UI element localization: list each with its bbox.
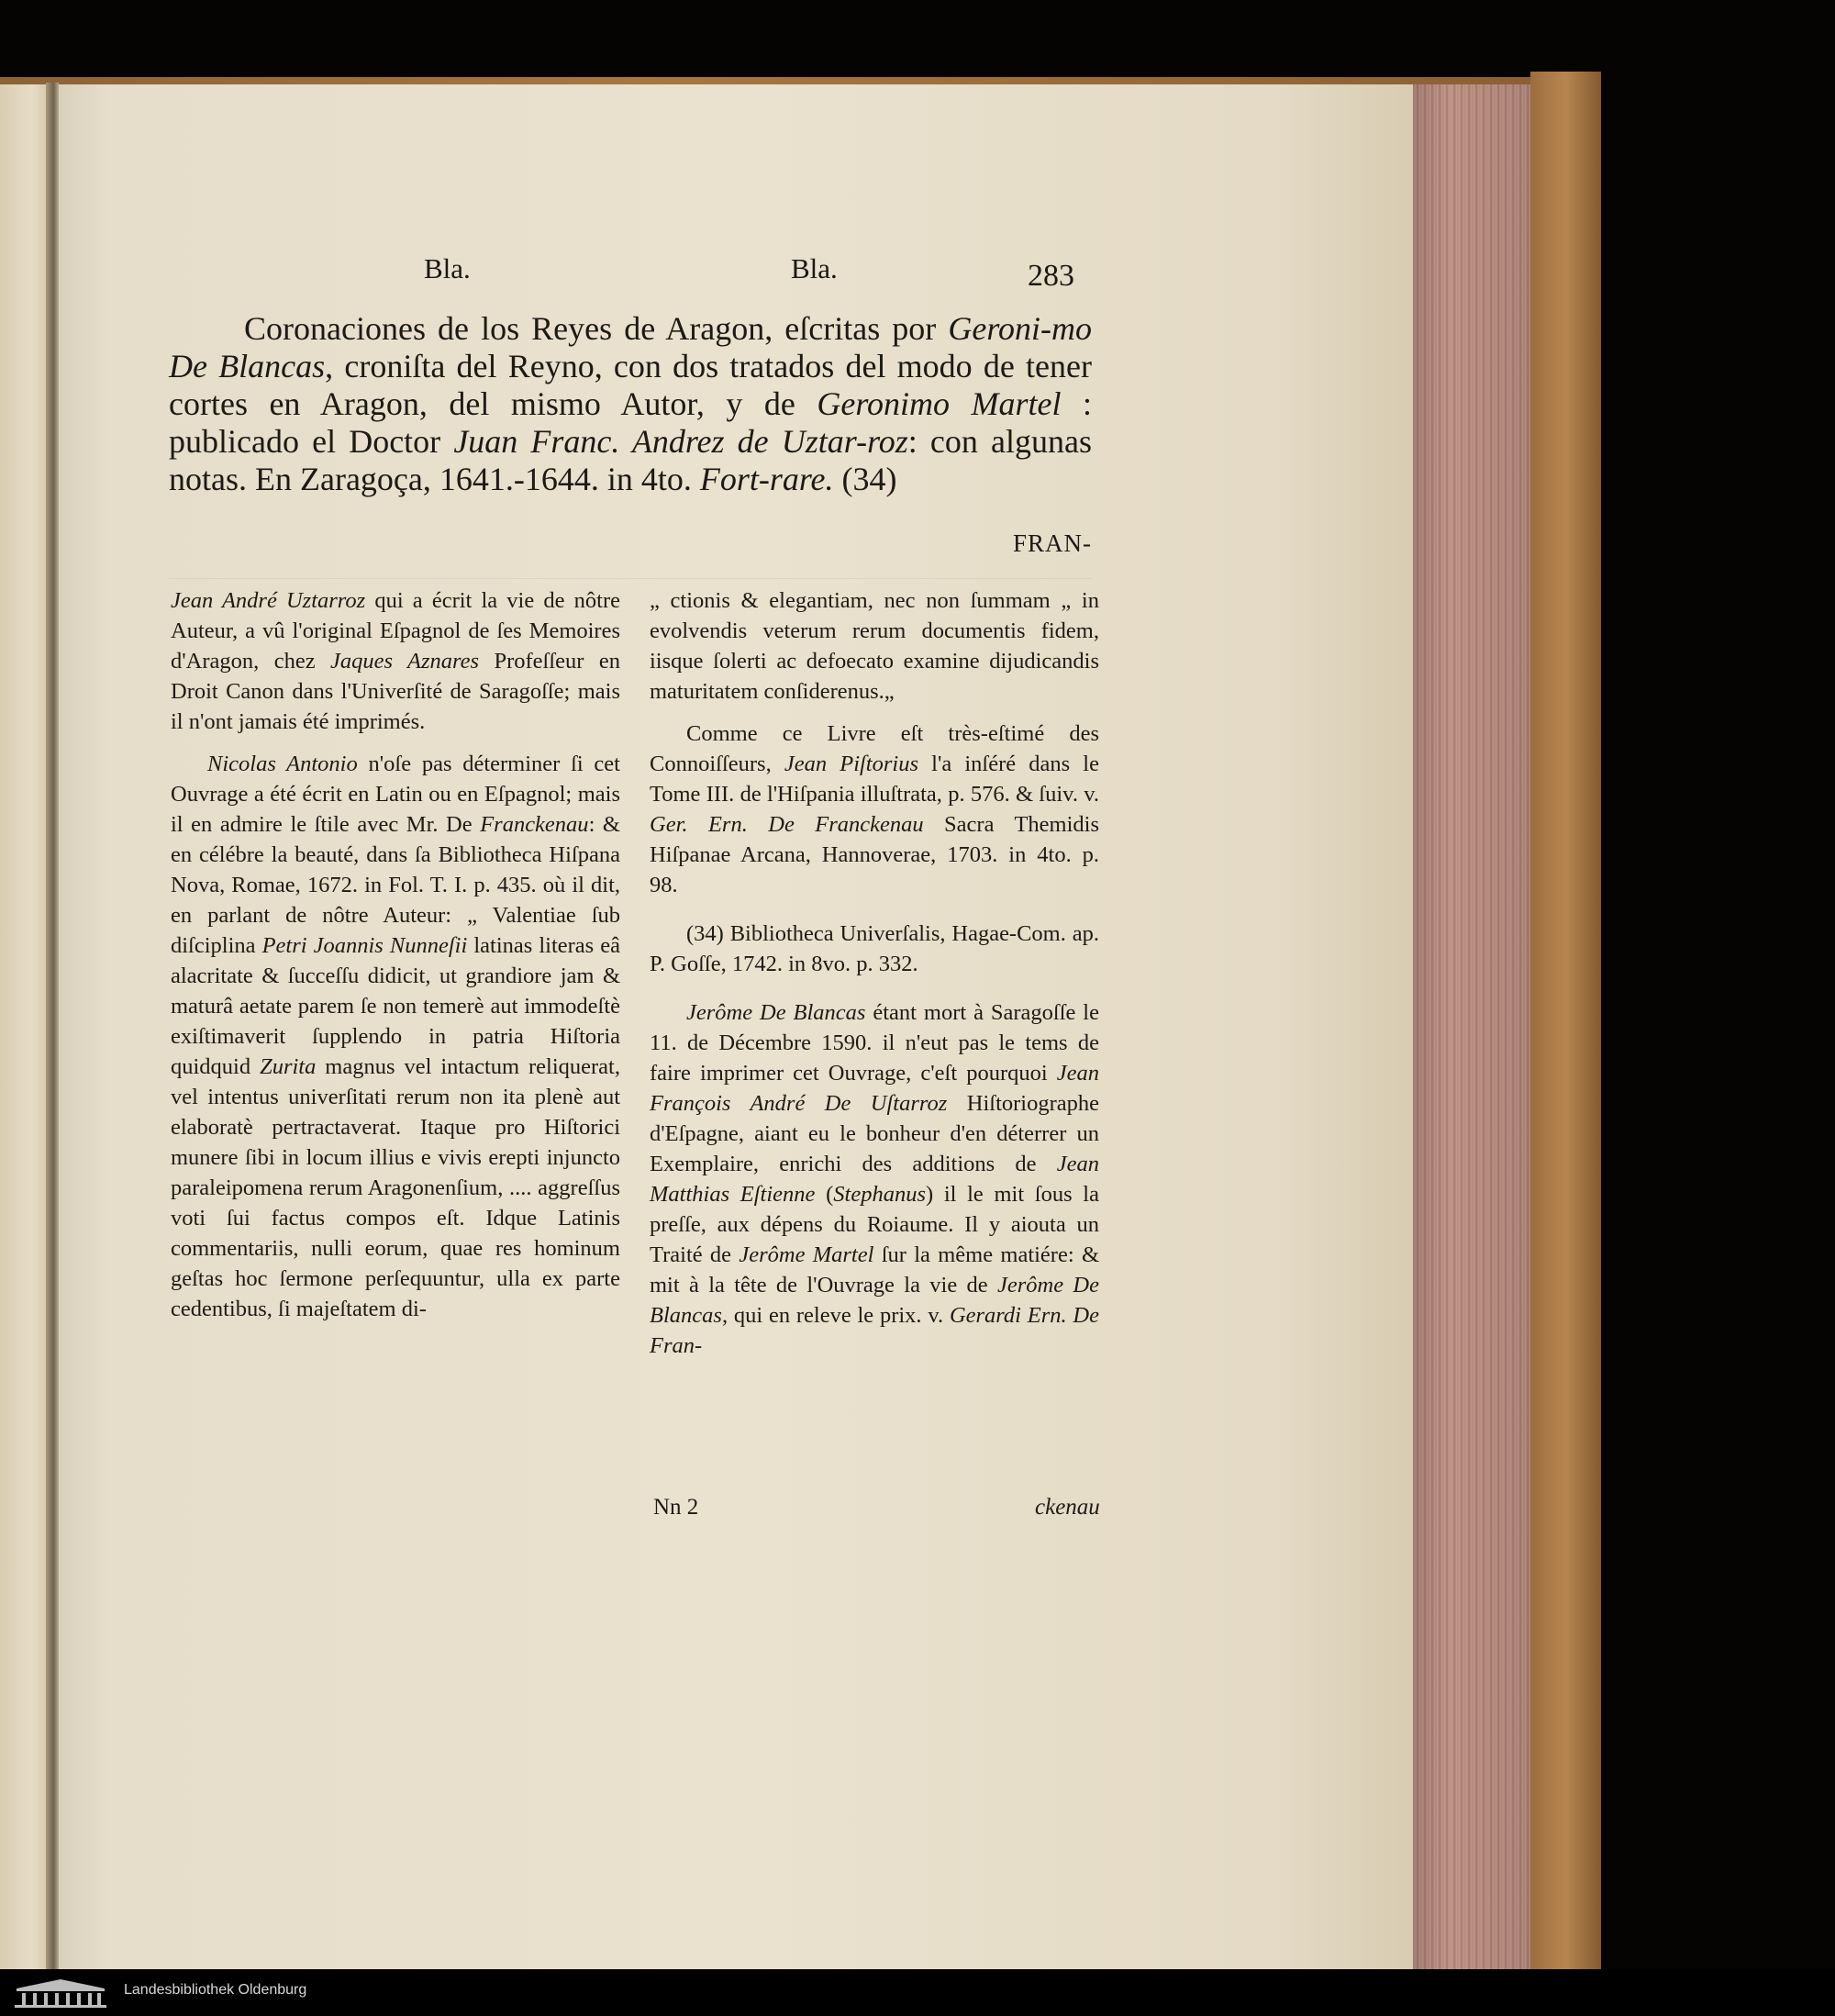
italic-text: Jean François André De Uſtarroz	[650, 1061, 1099, 1116]
footer-bar	[0, 1969, 1835, 2016]
paragraph	[650, 919, 1099, 979]
catchword-bottom: ckenau	[1035, 1495, 1100, 1520]
paragraph	[650, 585, 1099, 707]
text-run: ſur la même matiére: & mit à la tête de l'Ouvrage la vie de	[650, 1242, 1099, 1298]
italic-text: Ger. Ern. De Franckenau	[650, 812, 924, 837]
italic-text: Jaques Aznares	[330, 649, 480, 674]
text-run: étant mort à Saragoſſe le 11. de Décembre 1590. il n'eut pas le tems de faire imprimer cet Ouvrage, c'eſt pourquoi	[650, 1000, 1099, 1086]
text-run: latinas literas eâ alacritate & ſucceſſu didicit, ut grandiore jam & maturâ aetate parem ſe non temerè aut immodeſtè exiſtimaverit ſupplendo in patria Hiſtoria quidquid	[171, 933, 620, 1079]
text-run: l'a inſéré dans le Tome III. de l'Hiſpania illuſtrata, p. 576. & ſuiv. v.	[650, 752, 1099, 807]
italic-text: Franckenau	[480, 812, 589, 837]
text-run: (34) Bibliotheca Univerſalis, Hagae-Com. ap. P. Goſſe, 1742. in 8vo. p. 332.	[650, 921, 1099, 976]
text-run: , qui en releve le prix. v.	[721, 1303, 950, 1328]
text-run: Profeſſeur en Droit Canon dans l'Univerſité de Saragoſſe; mais il n'ont jamais été imprimés.	[171, 649, 621, 734]
paragraph	[650, 718, 1099, 900]
text-run: Hiſtoriographe d'Eſpagne, aiant eu le bonheur d'en déterrer un Exemplaire, enrichi des additions de	[650, 1091, 1099, 1176]
paragraph	[171, 749, 620, 1324]
italic-text: Petri Joannis Nunneſii	[261, 933, 468, 958]
italic-text: Jean Piſtorius	[784, 752, 918, 776]
signature-mark: Nn 2	[653, 1495, 699, 1520]
italic-text: Zurita	[260, 1054, 317, 1079]
italic-text: Nicolas Antonio	[207, 752, 358, 776]
paragraph	[650, 997, 1099, 1361]
italic-text: Stephanus	[833, 1182, 926, 1207]
text-run: Comme ce Livre eſt très-eſtimé des Connoiſſeurs,	[650, 721, 1099, 776]
italic-text: Gerardi Ern. De Fran-	[650, 1303, 1099, 1358]
text-run: qui a écrit la vie de nôtre Auteur, a vû l'original Eſpagnol de ſes Memoires d'Aragon, chez	[171, 588, 620, 674]
library-building-icon	[13, 1977, 108, 2009]
text-run: , croniſta del Reyno, con dos tratados del modo de tener cortes en Aragon, del mismo Autor, y de	[169, 348, 1092, 422]
italic-text: Jerôme De Blancas	[650, 1273, 1099, 1328]
text-run: (34)	[833, 461, 897, 497]
text-run: : & en célébre la beauté, dans ſa Bibliotheca Hiſpana Nova, Romae, 1672. in Fol. T. I. p. 435. où il dit, en parlant de nôtre Auteur: „ Valentiae ſub diſciplina	[171, 812, 620, 958]
book-board	[1530, 72, 1601, 1969]
text-run: : con algunas notas. En Zaragoça, 1641.-1644. in 4to.	[169, 423, 1092, 497]
running-head-center: Bla.	[791, 252, 838, 284]
italic-text: Geroni-mo De Blancas	[169, 310, 1092, 384]
page-gutter	[46, 83, 59, 1969]
text-run: : publicado el Doctor	[169, 385, 1092, 460]
bibliographic-entry	[169, 310, 1092, 498]
italic-text: Jean André Uztarroz	[171, 588, 366, 613]
library-name: Landesbibliothek Oldenburg	[124, 1982, 307, 1998]
page-edges-shade	[1413, 84, 1530, 1969]
page-number: 283	[1028, 259, 1074, 293]
running-head-left: Bla.	[424, 252, 471, 284]
italic-text: Juan Franc. Andrez de Uztar-roz	[453, 423, 908, 460]
text-run: (	[815, 1182, 834, 1207]
divider	[169, 578, 1092, 579]
text-run: ) il le mit ſous la preſſe, aux dépens du Roiaume. Il y aiouta un Traité de	[650, 1182, 1099, 1267]
text-run: „ ctionis & elegantiam, nec non ſummam „ in evolvendis veterum rerum documentis fidem, iisque ſolerti ac defoecato examine dijudicandis maturitatem conſiderenus.„	[650, 588, 1099, 704]
text-run: Coronaciones de los Reyes de Aragon, eſcritas por	[244, 310, 949, 347]
italic-text: Fort-rare.	[699, 461, 834, 497]
italic-text: Jean Matthias Eſtienne	[650, 1152, 1099, 1207]
text-run: n'oſe pas déterminer ſi cet Ouvrage a été écrit en Latin ou en Eſpagnol; mais il en admire le ſtile avec Mr. De	[171, 752, 620, 837]
italic-text: Geronimo Martel	[817, 385, 1062, 422]
paragraph	[171, 585, 620, 737]
right-column	[650, 585, 1099, 1373]
italic-text: Jerôme Martel	[739, 1242, 874, 1267]
italic-text: Jerôme De Blancas	[686, 1000, 866, 1025]
left-column	[171, 585, 620, 1336]
catchword-top: FRAN-	[1013, 529, 1093, 557]
text-run: Sacra Themidis Hiſpanae Arcana, Hannoverae, 1703. in 4to. p. 98.	[650, 812, 1099, 897]
text-run: magnus vel intactum reliquerat, vel intentus univerſitati rerum non ita plenè aut elaboratè pertractaverat. Itaque pro Hiſtorici munere ſibi in locum illius e vivis erepti injuncto paraleipomena rerum Aragonenſium, .... aggreſſus voti ſui factus compos eſt. Idque Latinis commentariis, nulli eorum, quae res hominum geſtas hoc ſermone perſequuntur, ulla ex parte cedentibus, ſi majeſtatem di-	[171, 1054, 620, 1321]
